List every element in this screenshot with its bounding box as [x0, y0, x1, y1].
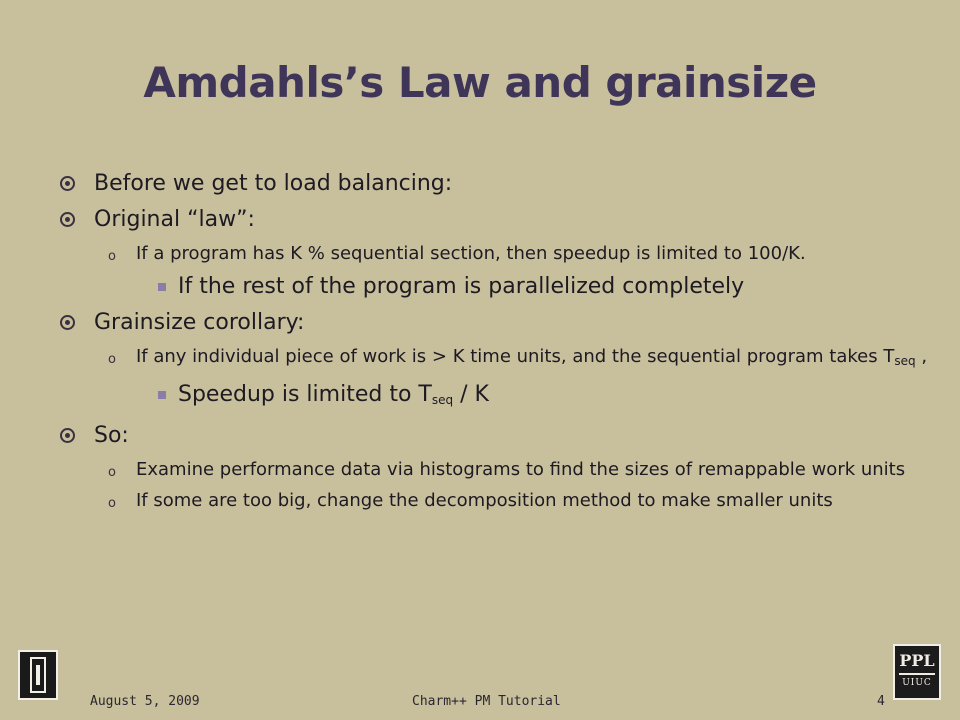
square-bullet-icon	[158, 283, 166, 291]
slide-body	[60, 170, 930, 520]
square-bullet-icon	[158, 391, 166, 399]
bullet-text	[178, 382, 489, 407]
sub-bullet-sequential-section	[60, 242, 930, 265]
text-part: If any individual piece of work is > K time units, and the sequential program takes T	[136, 346, 895, 367]
bullet-original-law	[60, 206, 930, 234]
bullet-text: Before we get to load balancing:	[94, 171, 453, 196]
university-logo	[18, 650, 58, 700]
circle-bullet-icon	[60, 428, 75, 443]
text-part: ,	[915, 346, 928, 367]
bullet-text: So:	[94, 423, 129, 448]
subscript: seq	[894, 354, 916, 368]
o-bullet-icon: o	[108, 352, 116, 367]
sub-sub-bullet-parallelized	[60, 273, 930, 301]
sub-bullet-examine-performance	[60, 458, 930, 481]
o-bullet-icon: o	[108, 465, 116, 480]
circle-bullet-icon	[60, 315, 75, 330]
bullet-text: Grainsize corollary:	[94, 310, 305, 335]
ppl-logo	[893, 644, 941, 700]
bullet-so	[60, 422, 930, 450]
footer-date: August 5, 2009	[90, 694, 200, 709]
sub-bullet-change-decomposition	[60, 489, 930, 512]
text-part: / K	[453, 382, 489, 407]
o-bullet-icon: o	[108, 496, 116, 511]
bullet-text	[136, 346, 927, 367]
bullet-load-balancing	[60, 170, 930, 198]
bullet-text: If the rest of the program is parallelized completely	[178, 274, 745, 299]
circle-bullet-icon	[60, 176, 75, 191]
footer-event: Charm++ PM Tutorial	[412, 694, 561, 709]
bullet-text: If a program has K % sequential section, then speedup is limited to 100/K.	[136, 243, 806, 264]
ppl-logo-divider	[899, 673, 935, 675]
uiuc-logo-text: UIUC	[902, 678, 932, 688]
circle-bullet-icon	[60, 212, 75, 227]
bullet-text: Examine performance data via histograms to find the sizes of remappable work units	[136, 459, 906, 480]
footer-page-number: 4	[877, 694, 885, 709]
block-i-icon	[30, 657, 46, 693]
sub-bullet-work-piece	[60, 345, 930, 373]
bullet-text: Original “law”:	[94, 207, 255, 232]
sub-sub-bullet-speedup-limit	[60, 381, 930, 414]
o-bullet-icon: o	[108, 249, 116, 264]
slide-title: Amdahls’s Law and grainsize	[143, 58, 817, 107]
subscript: seq	[431, 393, 454, 407]
bullet-grainsize-corollary	[60, 309, 930, 337]
ppl-logo-text: PPL	[899, 651, 935, 670]
bullet-text: If some are too big, change the decomposition method to make smaller units	[136, 490, 833, 511]
text-part: Speedup is limited to T	[178, 382, 432, 407]
